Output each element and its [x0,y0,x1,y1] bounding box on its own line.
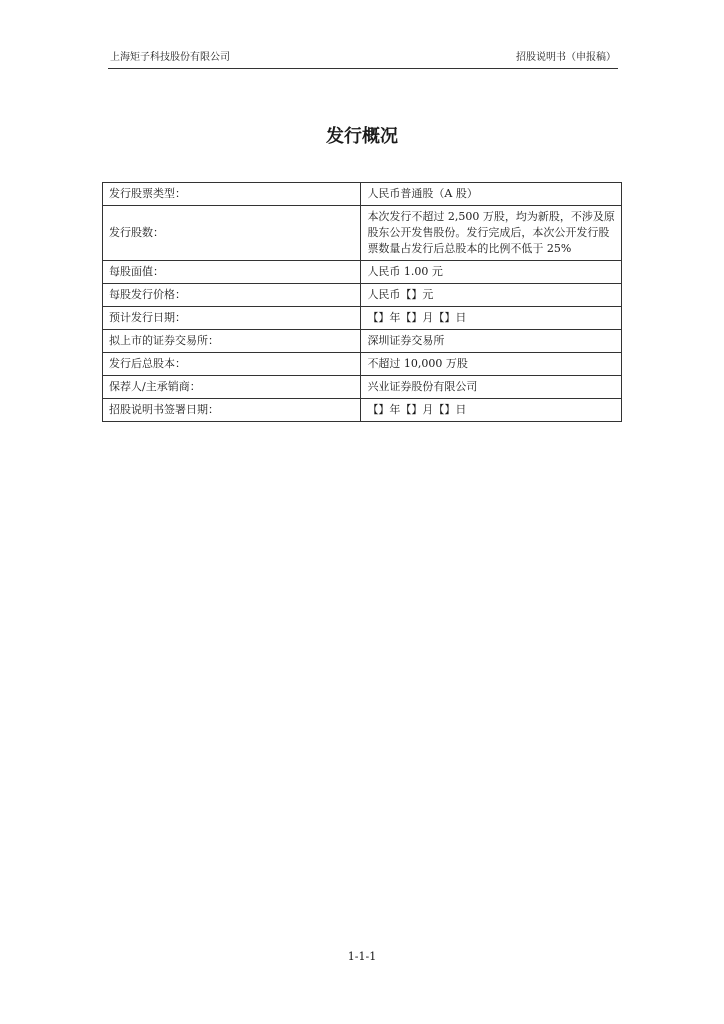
row-value: 人民币普通股（A 股） [361,183,622,206]
row-value: 本次发行不超过 2,500 万股，均为新股，不涉及原股东公开发售股份。发行完成后，本次公开发行股票数量占发行后总股本的比例不低于 25% [361,206,622,261]
row-value: 兴业证券股份有限公司 [361,376,622,399]
row-value: 深圳证券交易所 [361,330,622,353]
page-title: 发行概况 [326,126,398,147]
row-label: 发行股数： [103,206,361,261]
row-value: 【】年【】月【】日 [361,307,622,330]
table-row [103,183,622,206]
page-header [108,52,618,69]
row-label: 发行后总股本： [103,353,361,376]
row-value: 人民币【】元 [361,284,622,307]
table-row [103,284,622,307]
row-value: 不超过 10,000 万股 [361,353,622,376]
offering-overview-table [102,182,622,422]
page-number: 1-1-1 [347,950,377,963]
table-row [103,399,622,422]
row-label: 保荐人/主承销商： [103,376,361,399]
row-label: 发行股票类型： [103,183,361,206]
table-row [103,353,622,376]
row-label: 每股发行价格： [103,284,361,307]
table-row [103,376,622,399]
header-document-type: 招股说明书（申报稿） [516,52,616,63]
table-row [103,330,622,353]
row-value: 人民币 1.00 元 [361,261,622,284]
table-row [103,261,622,284]
row-label: 拟上市的证券交易所： [103,330,361,353]
row-value: 【】年【】月【】日 [361,399,622,422]
row-label: 每股面值： [103,261,361,284]
table-row [103,206,622,261]
table-row [103,307,622,330]
row-label: 招股说明书签署日期： [103,399,361,422]
header-company-name: 上海矩子科技股份有限公司 [110,52,230,63]
row-label: 预计发行日期： [103,307,361,330]
